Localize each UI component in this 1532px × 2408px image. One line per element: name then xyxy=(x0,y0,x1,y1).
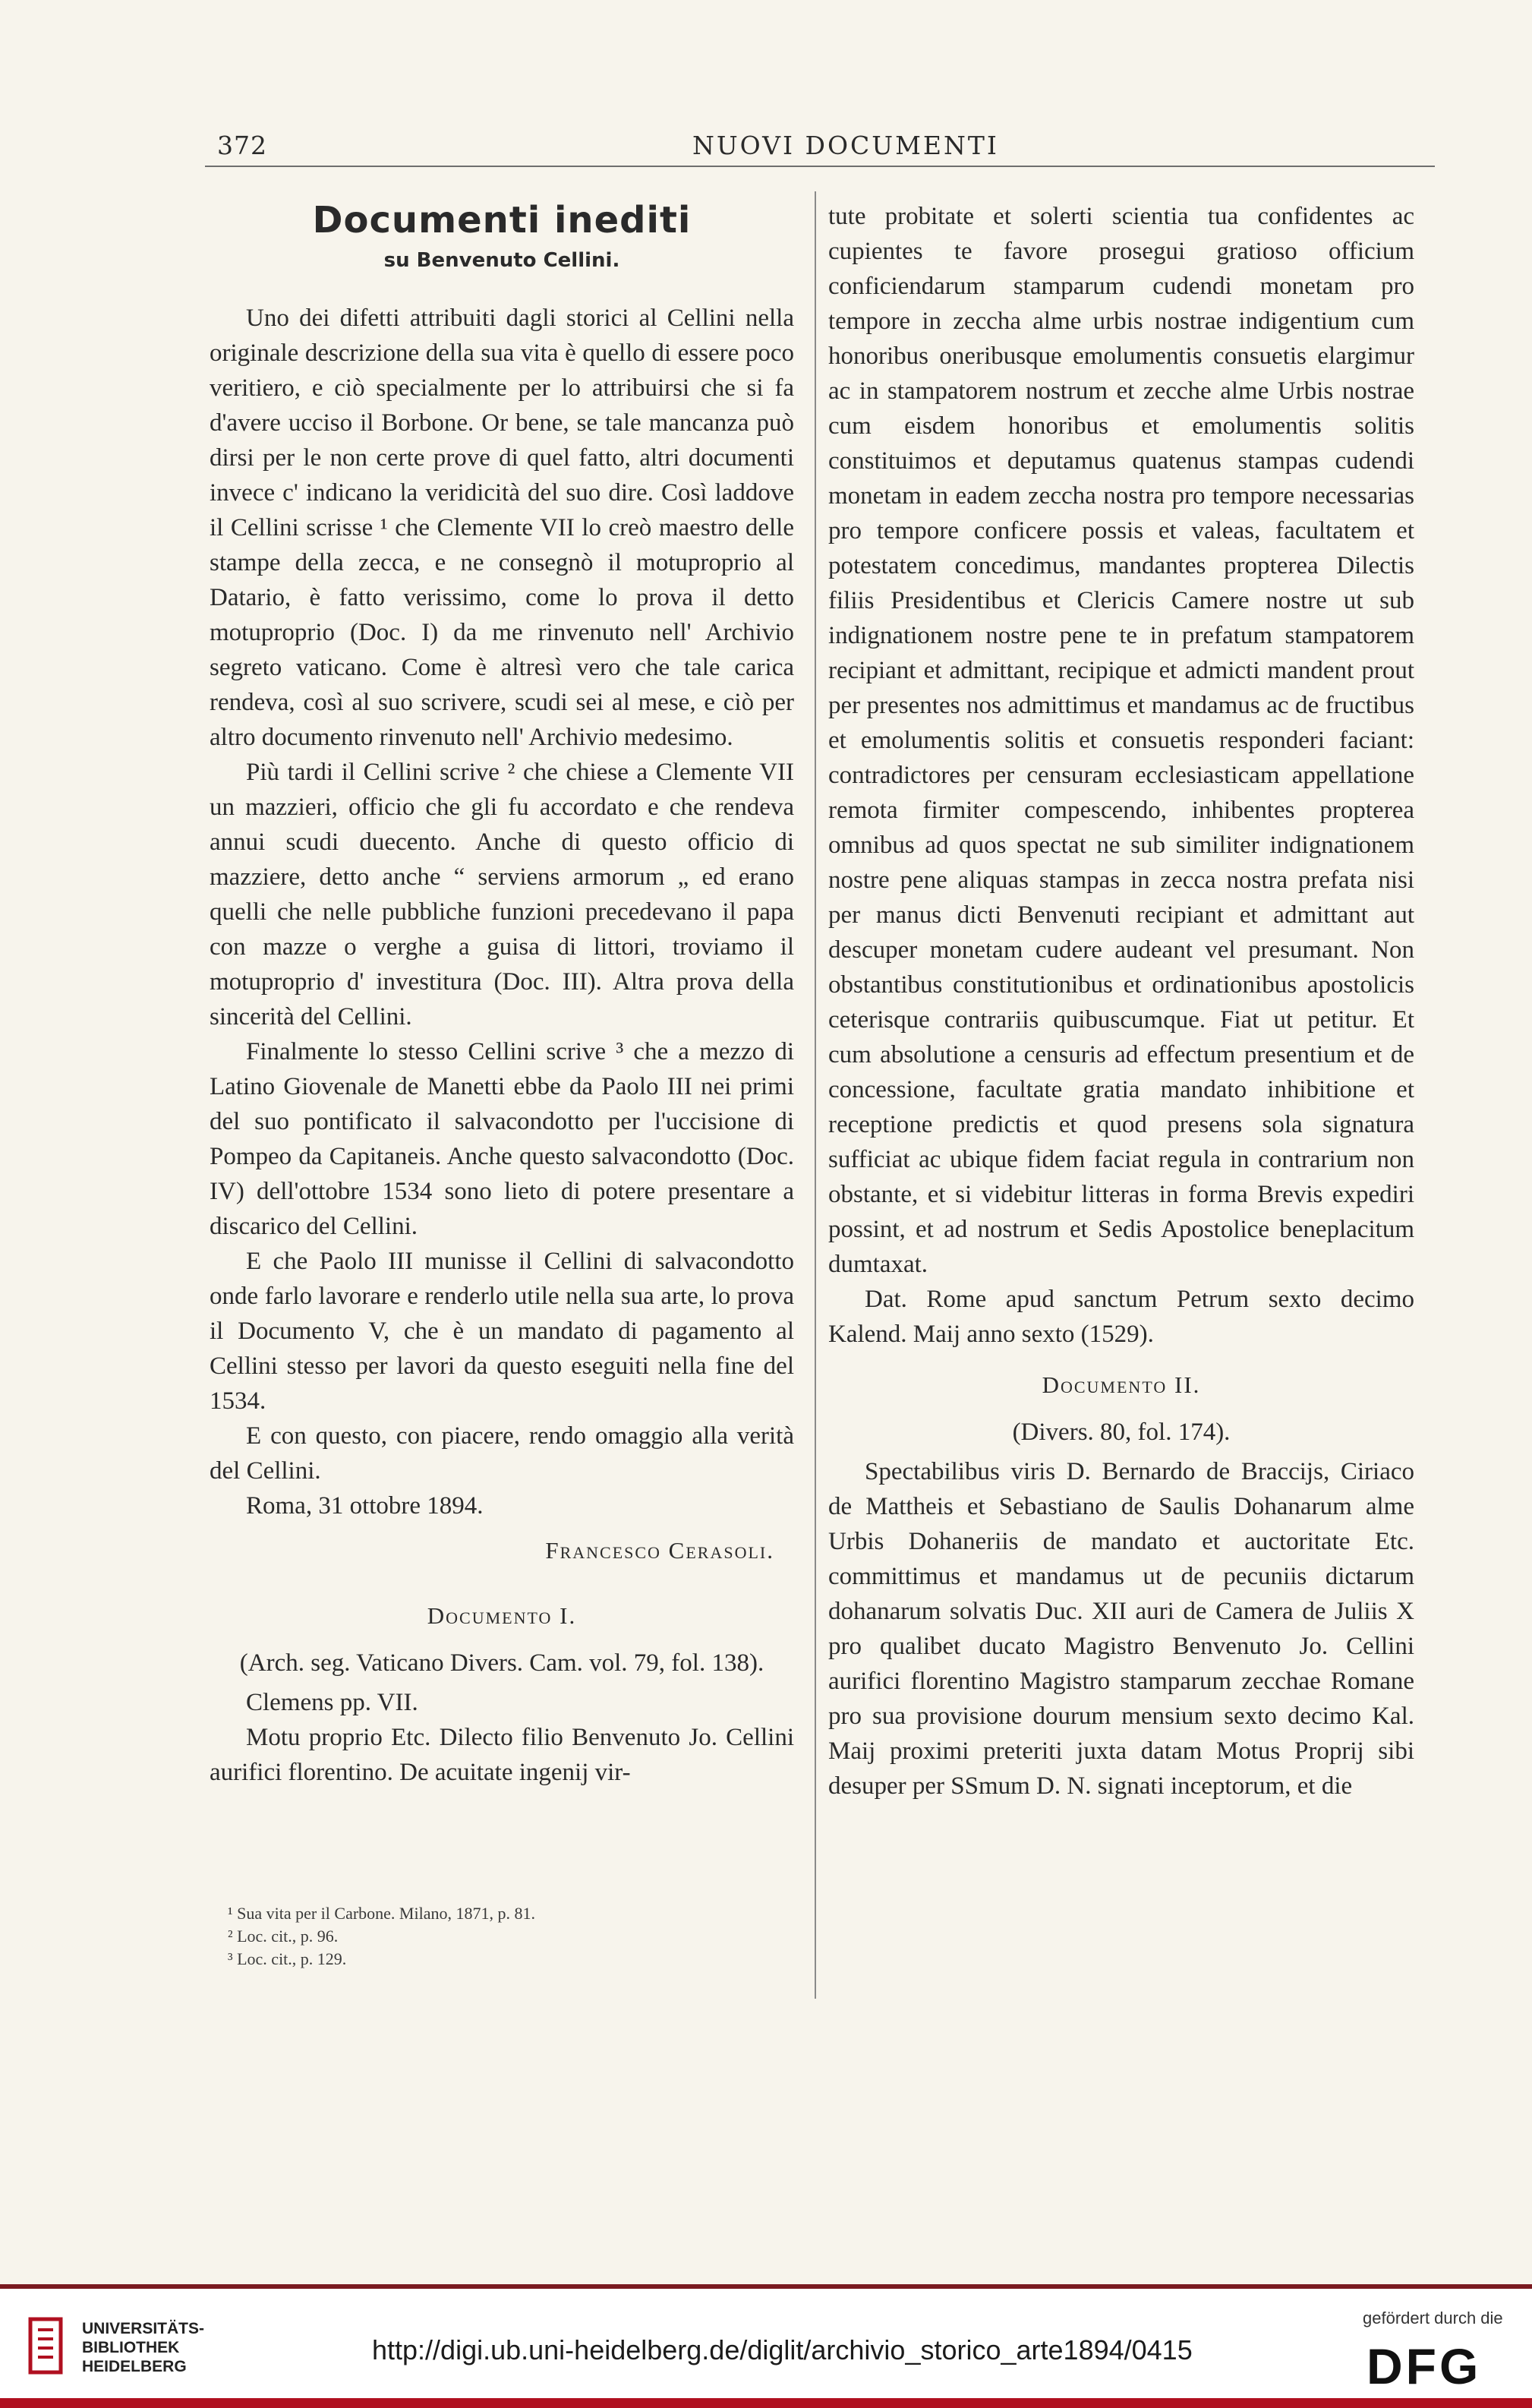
library-line: BIBLIOTHEK xyxy=(82,2339,180,2356)
library-line: HEIDELBERG xyxy=(82,2358,187,2375)
footnote: ² Loc. cit., p. 96. xyxy=(228,1927,339,1946)
paragraph: Clemens pp. VII. xyxy=(246,1689,418,1716)
funding-note: gefördert durch die xyxy=(1363,2309,1503,2328)
footer-bottom-bar xyxy=(0,2398,1532,2408)
paragraph: E con questo, con piacere, rendo omaggio alla verità del Cellini. xyxy=(210,1422,794,1485)
author-signature: Francesco Cerasoli. xyxy=(545,1537,774,1564)
article-title: Documenti inediti xyxy=(312,199,692,241)
running-title: NUOVI DOCUMENTI xyxy=(692,131,999,160)
right-column xyxy=(828,199,1414,1804)
footnote: ¹ Sua vita per il Carbone. Milano, 1871, p. 81. xyxy=(228,1904,535,1923)
paragraph: Uno dei difetti attribuiti dagli storici al Cellini nella originale descrizione della sua vita è quello di essere poco veritiero, e ciò specialmente per lo attribuirsi che si fa d'avere ucciso il Borbone. Or bene, se tale mancanza può dirsi per le non certe prove di quel fatto, altri documenti invece c' indicano la veridicità del suo dire. Così laddove il Cellini scrisse ¹ che Clemente VII lo creò maestro delle stampe della zecca, e ne consegnò il motuproprio al Datario, è fatto verissimo, come lo prova il detto motuproprio (Doc. I) da me rinvenuto nell' Archivio segreto vaticano. Come è altresì vero che tale carica rendeva, così al suo scrivere, scudi sei al mese, e ciò per altro documento rinvenuto nell' Archivio medesimo. xyxy=(210,305,794,751)
library-name xyxy=(82,2319,204,2376)
permalink-url[interactable]: http://digi.ub.uni-heidelberg.de/diglit/archivio_storico_arte1894/0415 xyxy=(372,2334,1193,2365)
column-divider xyxy=(815,191,816,1999)
footer-top-bar xyxy=(0,2284,1532,2289)
library-logo-icon[interactable] xyxy=(27,2316,64,2375)
document-heading: Documento II. xyxy=(1042,1371,1201,1398)
paragraph: tute probitate et solerti scientia tua confidentes ac cupientes te favore prosegui gratioso officium conficiendarum stamparum cudendi monetam pro tempore in zeccha alme urbis nostrae indigentium cum honoribus oneribusque emolumentis consuetis elargimur ac in stampatorem nostrum et zecche alme Urbis nostrae cum eisdem honoribus et emolumentis solitis constituimos et deputamus quatenus stampas cudendi monetam in eadem zeccha nostra pro tempore necessarias pro tempore conficere possis et valeas, facultatem et potestatem concedimus, mandantes propterea Dilectis filiis Presidentibus et Clericis Camere nostre ut sub indignationem nostre pene te in prefatum stampatorem recipiant et admittant, recipique et admicti mandent prout per presentes nos admittimus et mandamus ac de fructibus et emolumentis solitis et consuetis responderi faciant: contradictores per censuram ecclesiasticam appellatione remota firmiter compescendo, inhibentes propterea omnibus ad quos spectat ne sub similiter indignationem nostre pene aliquas stampas in zecca nostra prefata nisi per manus dicti Benvenuti recipiant et admittant aut descuper monetam cudere audeant vel presumant. Non obstantibus constitutionibus et ordinationibus apostolicis ceterisque contrariis quibuscumque. Fiat ut petitur. Et cum absolutione a censuris ad effectum presentium et de concessione, facultate gratia mandato inhibitione et receptione predictis et quod presens sola signatura sufficiat ac ubique fidem faciat regula in contrarium non obstante, et si videbitur litteras in forma Brevis expediri possint, et ad nostrum et Sedis Apostolice beneplacitum dumtaxat. xyxy=(828,203,1414,1278)
footnote: ³ Loc. cit., p. 129. xyxy=(228,1949,347,1968)
document-source: (Divers. 80, fol. 174). xyxy=(1012,1419,1231,1446)
paragraph: Finalmente lo stesso Cellini scrive ³ che a mezzo di Latino Giovenale de Manetti ebbe da Paolo III nei primi del suo pontificato il salvacondotto per l'uccisione di Pompeo da Capitaneis. Anche questo salvacondotto (Doc. IV) dell'ottobre 1534 sono lieto di potere presentare a discarico del Cellini. xyxy=(210,1038,794,1240)
page-number: 372 xyxy=(217,131,267,160)
paragraph: E che Paolo III munisse il Cellini di salvacondotto onde farlo lavorare e renderlo utile nella sua arte, lo prova il Documento V, che è un mandato di pagamento al Cellini stesso per lavori da questo eseguiti nella fine del 1534. xyxy=(210,1248,794,1415)
paragraph: Dat. Rome apud sanctum Petrum sexto decimo Kalend. Maij anno sexto (1529). xyxy=(828,1286,1414,1348)
document-heading: Documento I. xyxy=(427,1602,577,1629)
footnotes xyxy=(228,1902,790,1971)
paragraph: Motu proprio Etc. Dilecto filio Benvenuto Jo. Cellini aurifici florentino. De acuitate ingenij vir- xyxy=(210,1724,794,1786)
left-column xyxy=(210,199,794,1790)
library-line: UNIVERSITÄTS- xyxy=(82,2320,205,2337)
paragraph: Più tardi il Cellini scrive ² che chiese a Clemente VII un mazzieri, officio che gli fu accordato e che rendeva annui scudi duecento. Anche di questo officio di mazziere, detto anche “ serviens armorum „ ed erano quelli che nelle pubbliche funzioni precedevano il papa con mazze o verghe a guisa di littori, troviamo il motuproprio d' investitura (Doc. III). Altra prova della sincerità del Cellini. xyxy=(210,759,794,1030)
paragraph: Spectabilibus viris D. Bernardo de Braccijs, Ciriaco de Mattheis et Sebastiano de Saulis Dohanarum alme Urbis Dohaneriis de mandato et auctoritate Etc. committimus et mandamus ut de pecuniis dictarum dohanarum solvatis Duc. XII auri de Camera de Juliis X pro qualibet ducato Magistro Benvenuto Jo. Cellini aurifici florentino Magistro stamparum zecchae Romane pro sua provisione dourum mensium sexto decimo Kal. Maij proximi preteriti juxta datam Motus Proprij sibi desuper per SSmum D. N. signati inceptorum, et die xyxy=(828,1458,1414,1800)
header-rule xyxy=(205,166,1435,167)
document-source: (Arch. seg. Vaticano Divers. Cam. vol. 79, fol. 138). xyxy=(239,1649,764,1677)
date-line: Roma, 31 ottobre 1894. xyxy=(246,1492,484,1520)
article-subtitle: su Benvenuto Cellini. xyxy=(383,249,620,272)
dfg-logo[interactable]: DFG xyxy=(1367,2338,1482,2394)
